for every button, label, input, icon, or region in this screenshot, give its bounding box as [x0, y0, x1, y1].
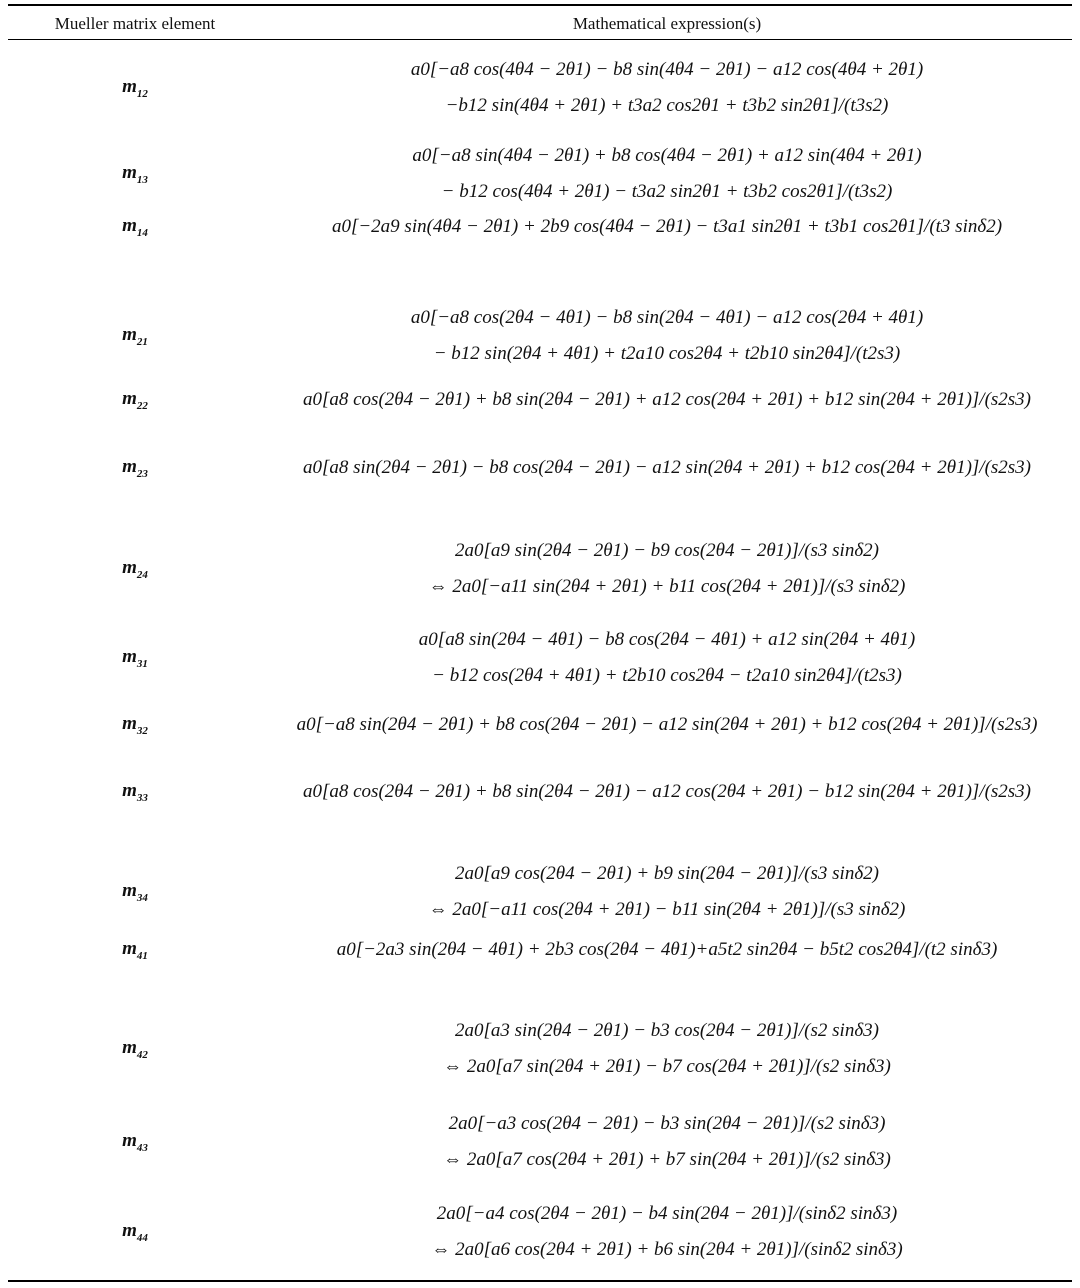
- table-row: [8, 932, 1072, 968]
- expression-line: ⇔ 2a0[a7 cos(2θ4 + 2θ1) + b7 sin(2θ4 + 2θ1)]/(s2 sinδ3): [443, 1149, 891, 1170]
- expression-line: 2a0[a9 sin(2θ4 − 2θ1) − b9 cos(2θ4 − 2θ1)]/(s3 sinδ2): [455, 540, 879, 561]
- expression-line: a0[−a8 sin(2θ4 − 2θ1) + b8 cos(2θ4 − 2θ1) − a12 sin(2θ4 + 2θ1) + b12 cos(2θ4 + 2θ1)]/(s2s3): [296, 714, 1038, 735]
- table-top-rule: [8, 4, 1072, 6]
- expression-line: − b12 cos(4θ4 + 2θ1) − t3a2 sin2θ1 + t3b2 cos2θ1]/(t3s2): [441, 181, 893, 202]
- table-row: [8, 382, 1072, 418]
- expression-cell: [262, 932, 1072, 968]
- table-row: [8, 1110, 1072, 1174]
- expression-cell: [262, 774, 1072, 810]
- table-row: [8, 209, 1072, 245]
- expression-cell: [262, 1013, 1072, 1085]
- expression-cell: [262, 707, 1072, 743]
- matrix-element-label: $m_{31}$: [122, 646, 148, 670]
- expression-line: a0[−a8 sin(4θ4 − 2θ1) + b8 cos(4θ4 − 2θ1) + a12 sin(4θ4 + 2θ1): [412, 145, 922, 166]
- expression-line: a0[−a8 cos(4θ4 − 2θ1) − b8 sin(4θ4 − 2θ1) − a12 cos(4θ4 + 2θ1): [410, 59, 924, 80]
- expression-cell: [262, 52, 1072, 124]
- expression-cell: [262, 533, 1072, 605]
- expression-line: 2a0[−a3 cos(2θ4 − 2θ1) − b3 sin(2θ4 − 2θ1)]/(s2 sinδ3): [448, 1113, 886, 1134]
- table-header: [8, 8, 1072, 38]
- expression-line: a0[−2a9 sin(4θ4 − 2θ1) + 2b9 cos(4θ4 − 2θ1) − t3a1 sin2θ1 + t3b1 cos2θ1]/(t3 sinδ2): [331, 216, 1003, 237]
- expression-cell: [262, 450, 1072, 486]
- expression-cell: [262, 622, 1072, 694]
- expression-cell: [262, 138, 1072, 210]
- expression-line: ⇔ 2a0[a6 cos(2θ4 + 2θ1) + b6 sin(2θ4 + 2θ1)]/(sinδ2 sinδ3): [431, 1239, 903, 1260]
- expression-line: a0[−2a3 sin(2θ4 − 4θ1) + 2b3 cos(2θ4 − 4θ1)+a5t2 sin2θ4 − b5t2 cos2θ4]/(t2 sinδ3): [336, 939, 998, 960]
- table-row: [8, 450, 1072, 486]
- matrix-element-label: $m_{42}$: [122, 1037, 148, 1061]
- table-row: [8, 626, 1072, 690]
- expression-line: ⇔ 2a0[a7 sin(2θ4 + 2θ1) − b7 cos(2θ4 + 2θ1)]/(s2 sinδ3): [443, 1056, 891, 1077]
- matrix-element-label: $m_{33}$: [122, 780, 148, 804]
- matrix-element-label: $m_{21}$: [122, 324, 148, 348]
- expression-line: 2a0[−a4 cos(2θ4 − 2θ1) − b4 sin(2θ4 − 2θ1)]/(sinδ2 sinδ3): [436, 1203, 898, 1224]
- expression-line: ⇔ 2a0[−a11 sin(2θ4 + 2θ1) + b11 cos(2θ4 + 2θ1)]/(s3 sinδ2): [428, 576, 906, 597]
- matrix-element-label: $m_{22}$: [122, 388, 148, 412]
- table-row: [8, 56, 1072, 120]
- expression-cell: [262, 300, 1072, 372]
- expression-line: −b12 sin(4θ4 + 2θ1) + t3a2 cos2θ1 + t3b2 sin2θ1]/(t3s2): [445, 95, 889, 116]
- expression-line: a0[a8 sin(2θ4 − 2θ1) − b8 cos(2θ4 − 2θ1) − a12 sin(2θ4 + 2θ1) + b12 cos(2θ4 + 2θ1)]/(s2s3): [302, 457, 1032, 478]
- expression-line: 2a0[a9 cos(2θ4 − 2θ1) + b9 sin(2θ4 − 2θ1)]/(s3 sinδ2): [455, 863, 879, 884]
- matrix-element-label: $m_{41}$: [122, 938, 148, 962]
- header-element: Mueller matrix element: [54, 14, 216, 33]
- expression-line: a0[−a8 cos(2θ4 − 4θ1) − b8 sin(2θ4 − 4θ1) − a12 cos(2θ4 + 4θ1): [410, 307, 924, 328]
- table-row: [8, 142, 1072, 206]
- matrix-element-label: $m_{14}$: [122, 215, 148, 239]
- expression-cell: [262, 1106, 1072, 1178]
- header-expression: Mathematical expression(s): [572, 14, 762, 33]
- matrix-element-label: $m_{12}$: [122, 76, 148, 100]
- table-row: [8, 774, 1072, 810]
- expression-cell: [262, 382, 1072, 418]
- matrix-element-label: $m_{43}$: [122, 1130, 148, 1154]
- expression-cell: [262, 856, 1072, 928]
- table-row: [8, 1017, 1072, 1081]
- expression-line: a0[a8 cos(2θ4 − 2θ1) + b8 sin(2θ4 − 2θ1) − a12 cos(2θ4 + 2θ1) − b12 sin(2θ4 + 2θ1)]/(s2s3): [302, 781, 1032, 802]
- matrix-element-label: $m_{13}$: [122, 162, 148, 186]
- expression-line: − b12 cos(2θ4 + 4θ1) + t2b10 cos2θ4 − t2a10 sin2θ4]/(t2s3): [432, 665, 902, 686]
- matrix-element-label: $m_{24}$: [122, 557, 148, 581]
- matrix-element-label: $m_{44}$: [122, 1220, 148, 1244]
- table-header-rule: [8, 39, 1072, 40]
- expression-line: 2a0[a3 sin(2θ4 − 2θ1) − b3 cos(2θ4 − 2θ1)]/(s2 sinδ3): [455, 1020, 879, 1041]
- expression-line: ⇔ 2a0[−a11 cos(2θ4 + 2θ1) − b11 sin(2θ4 + 2θ1)]/(s3 sinδ2): [428, 899, 906, 920]
- expression-line: a0[a8 sin(2θ4 − 4θ1) − b8 cos(2θ4 − 4θ1) + a12 sin(2θ4 + 4θ1): [418, 629, 916, 650]
- table-row: [8, 707, 1072, 743]
- table-row: [8, 537, 1072, 601]
- matrix-element-label: $m_{34}$: [122, 880, 148, 904]
- mueller-matrix-table: [8, 4, 1072, 1282]
- table-row: [8, 1200, 1072, 1264]
- expression-cell: [262, 209, 1072, 245]
- table-bottom-rule: [8, 1280, 1072, 1282]
- matrix-element-label: $m_{23}$: [122, 456, 148, 480]
- expression-cell: [262, 1196, 1072, 1268]
- expression-line: a0[a8 cos(2θ4 − 2θ1) + b8 sin(2θ4 − 2θ1) + a12 cos(2θ4 + 2θ1) + b12 sin(2θ4 + 2θ1)]/(s2s3): [302, 389, 1032, 410]
- table-row: [8, 304, 1072, 368]
- table-row: [8, 860, 1072, 924]
- matrix-element-label: $m_{32}$: [122, 713, 148, 737]
- expression-line: − b12 sin(2θ4 + 4θ1) + t2a10 cos2θ4 + t2b10 sin2θ4]/(t2s3): [433, 343, 901, 364]
